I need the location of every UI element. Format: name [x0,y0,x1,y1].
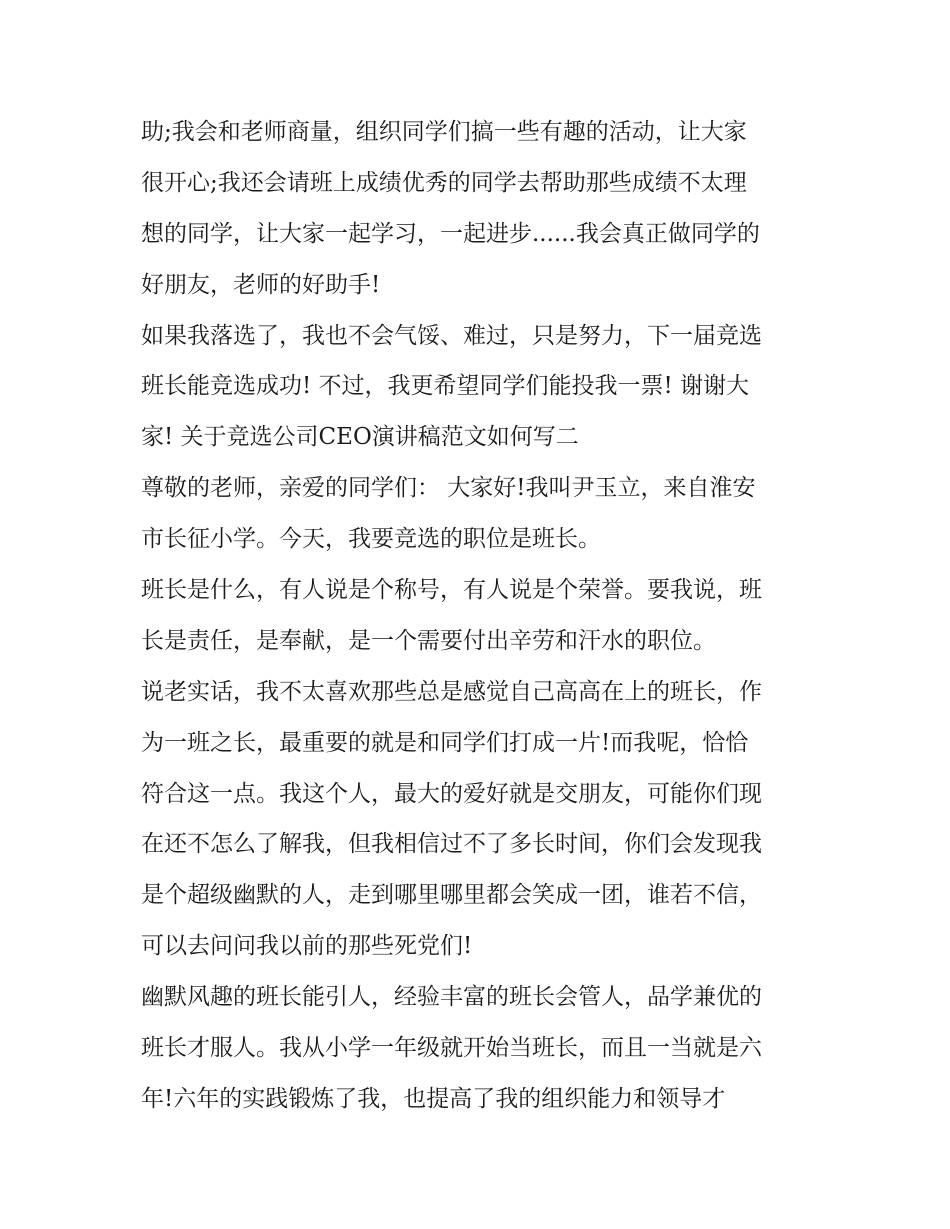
text-line: 班长是什么，有人说是个称号，有人说是个荣誉。要我说，班 [141,577,762,604]
text-line: 班长能竞选成功! 不过，我更希望同学们能投我一票! 谢谢大 [141,373,750,400]
text-line: 符合这一点。我这个人，最大的爱好就是交朋友，可能你们现 [141,780,762,807]
text-line: 是个超级幽默的人，走到哪里哪里都会笑成一团，谁若不信， [141,882,762,909]
text-line: 说老实话，我不太喜欢那些总是感觉自己高高在上的班长，作 [141,678,762,705]
text-line: 好朋友，老师的好助手! [141,271,381,298]
text-line: 市长征小学。今天，我要竞选的职位是班长。 [141,526,601,553]
text-line: 很开心;我还会请班上成绩优秀的同学去帮助那些成绩不太理 [141,169,747,196]
text-line: 想的同学，让大家一起学习，一起进步......我会真正做同学的 [141,220,760,247]
text-line: 如果我落选了，我也不会气馁、难过，只是努力，下一届竞选 [141,322,762,349]
text-line: 幽默风趣的班长能引人，经验丰富的班长会管人，品学兼优的 [141,984,762,1011]
text-line: 长是责任，是奉献，是一个需要付出辛劳和汗水的职位。 [141,627,716,654]
text-line: 年!六年的实践锻炼了我，也提高了我的组织能力和领导才 [141,1085,726,1112]
text-line: 尊敬的老师，亲爱的同学们： 大家好!我叫尹玉立，来自淮安 [141,475,756,502]
text-line: 为一班之长，最重要的就是和同学们打成一片!而我呢，恰恰 [141,729,749,756]
text-line: 班长才服人。我从小学一年级就开始当班长，而且一当就是六 [141,1035,762,1062]
text-line: 在还不怎么了解我，但我相信过不了多长时间，你们会发现我 [141,831,762,858]
text-line: 助;我会和老师商量，组织同学们搞一些有趣的活动，让大家 [141,119,747,145]
text-line: 家! 关于竞选公司CEO演讲稿范文如何写二 [141,424,579,451]
document-body [141,107,821,1125]
text-line: 可以去问问我以前的那些死党们! [141,933,473,960]
